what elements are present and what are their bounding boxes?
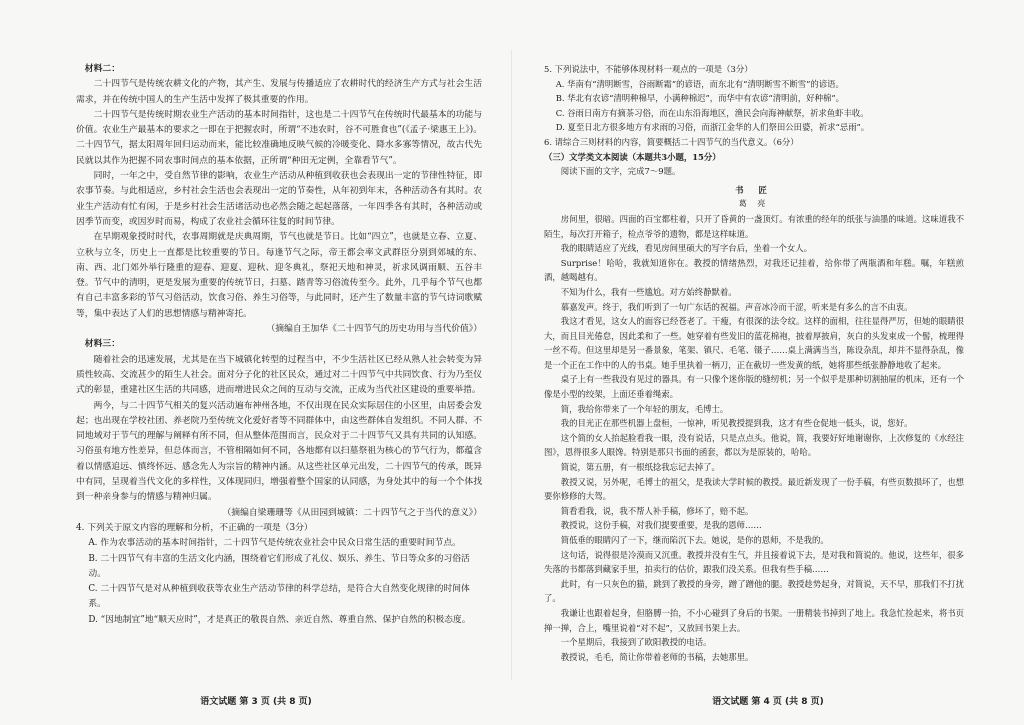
material-3-heading: 材料三： — [84, 339, 120, 350]
question-4-option-d: D. “因地制宜”地“顺天应时”，才是真正的敬畏自然、亲近自然、尊重自然、保护自然的积极态度。 — [88, 614, 471, 625]
story-paragraph: 教授说，毛毛，简让你带着老师的书稿，去她那里。 — [560, 651, 754, 662]
story-paragraph: 这个简的女人抬起脸看我一眼，没有说话，只是点点头。他说，简，我要好好地谢谢你，上次修复的《水经注图》，恩得很多人眼馋。特别是那只书面的函套，都以为是原装的，哈哈。 — [544, 432, 964, 458]
story-paragraph: 简，我给你带来了一个年轻的朋友，毛博士。 — [560, 403, 729, 414]
question-6-stem: 6. 请综合三则材料的内容，简要概括二十四节气的当代意义。（6分） — [544, 136, 799, 147]
story-paragraph: 房间里，很暗。四面的百宝都柱着，只开了昏黄的一盏顶灯。有浓重的经年的纸张与油墨的味道。这味道我不陌生，每次打开箱子，检点爷爷的遗物，都是这样味道。 — [544, 213, 964, 239]
page-footer: 语文试题 第 4 页 (共 8 页) — [712, 697, 824, 707]
section-intro: 阅读下面的文字，完成7～9题。 — [560, 166, 681, 177]
paragraph: 二十四节气是传统时期农业生产活动的基本时间指针，这也是二十四节气在传统时代最基本的功能与价值。农业生产最基本的要求之一即在于把握农时，所谓“不违农时，谷不可胜食也”(《孟子·梁惠王上》)。二十四节气，据太阳周年回归运动而来，能比较准确地反映气候的冷暖变化、降水多寡等情况，故古代先民就以其作为把握不同农事时间点的基本依据，正所谓“种田无定例，全靠看节气”。 — [76, 109, 482, 166]
question-4-option-b: B. 二十四节气有丰富的生活文化内涵，围绕着它们形成了礼仪、娱乐、养生、节日等众多的习俗活动。 — [88, 553, 470, 579]
question-5-stem: 5. 下列说法中，不能够体现材料一观点的一项是（3分） — [544, 64, 753, 74]
story-paragraph: 此时，有一只灰色的猫，跳到了教授的身旁，蹭了蹭他的腿。教授趁势起身，对简说，天不早，那我们不打扰了。 — [544, 578, 964, 604]
story-paragraph: Surprise！哈哈，我就知道你在。教授的情绪热烈，对我还记挂着，给你带了两瓶酒和年糕。嘱，年糕煎酒，越喝越有。 — [544, 257, 964, 283]
question-5-option-c: C. 谷雨日南方有摘茶习俗，而在山东沿海地区，渔民会向海神献祭，祈求鱼虾丰收。 — [555, 107, 869, 118]
story-title: 书 匠 — [735, 184, 773, 195]
story-paragraph: 我的目光正在那些机器上盘桓，一惊神，听见教授提到我，这才有些仓促地一低头，说，您好。 — [560, 418, 913, 429]
story-paragraph: 简低垂的眼睛闪了一下，继而陷沉下去。她说，是你的恩师，不是我的。 — [560, 535, 829, 545]
story-paragraph: 一个星期后，我接到了欧阳教授的电话。 — [560, 637, 712, 648]
right-content — [544, 62, 964, 664]
story-paragraph: 我这才看见，这女人的面容已经苍老了。干瘦，有很深的法令纹。这样的面相，往往显得严厉，但她的眼睛很大，而且目光倦怠，因此柔和了一些。她穿着有些发旧的蓝花棉袍，披着厚披肩，灰白的头发束成一个髻，梳理得一丝不苟。但这里却是另一番景象，笔架、镇尺、毛笔、镊子……桌上满满当当，陈设杂乱，却并不显得杂乱，像是一个正在工作中的人的书桌。她手里执着一柄刀，正在截切一些发黄的纸，她将那些纸张静静地收了起来。 — [544, 316, 964, 370]
paragraph: 在早期观象授时时代，农事周期就是庆典周期，节气也就是节日。比如“四立”，也就是立春、立夏、立秋与立冬，历史上一直都是比较重要的节日。每逢节气之际，帝王都会率文武群臣分别到郊城的东、南、西、北门郊外举行隆重的迎春、迎夏、迎秋、迎冬典礼，祭祀天地和神灵，祈求风调雨顺、五谷丰登。节气中的清明，更是发展为重要的传统节日，扫墓、踏青等习俗流传至今。此外，几乎每个节气也都有自己丰富多彩的节气习俗活动，饮食习俗、养生习俗等，与此同时，还产生了数量丰富的节气诗词歌赋等，集中表达了人们的思想情感与精神寄托。 — [76, 232, 482, 319]
story-author: 葛 亮 — [738, 199, 770, 209]
question-4-option-c: C. 二十四节气是对从种植到收获等农业生产活动节律的科学总结，是符合大自然变化规律的时间体系。 — [88, 584, 470, 610]
source-citation: （摘编自梁珊珊等《从田园到城镇：二十四节气之于当代的意义》） — [222, 507, 482, 518]
question-5-option-b: B. 华北有农谚“清明种棉早，小满种棉迟”，而华中有农谚“清明前，好种棉”。 — [555, 93, 844, 104]
story-paragraph: 桌子上有一些我没有见过的器具。有一只像个迷你版的缝纫机；另一个似乎是那种切割抽屉的机床，还有一个像是小型的绞架，上面还垂着绳索。 — [544, 374, 964, 400]
story-paragraph: 简说，第五册，有一根纸捻我忘记去掉了。 — [560, 462, 720, 473]
story-paragraph: 这句话，说得很是冷漠而又沉重。教授并没有生气，并且接着说下去，是对我和简说的。他说，这些年，很多失落的书都落到藏家手里，拍卖行的估价，跟我们没关系。但我有些手稿…… — [544, 549, 964, 575]
story-paragraph: 我的眼睛适应了光线，看见房间里硕大的写字台后，坐着一个女人。 — [560, 243, 813, 254]
page-right — [512, 0, 1024, 725]
page-footer: 语文试题 第 3 页 (共 8 页) — [200, 697, 312, 707]
paragraph: 随着社会的迅速发展，尤其是在当下城镇化转型的过程当中，不少生活社区已经从熟人社会转变为异质性较高、交流甚少的陌生人社会。面对分子化的社区民众，通过对二十四节气中共同饮食、行为乃至仪式的彰显，重建社区生活的共同感，进而增进民众之间的互动与交流，正成为当代社区建设的重要举措。 — [76, 354, 482, 396]
question-5-option-d: D. 夏至日北方很多地方有求雨的习俗，而浙江金华的人们祭田公田婆，祈求“忌雨”。 — [555, 122, 870, 133]
story-paragraph: 慕嘉发声。终于，我们听到了一句广东话的祝福。声音冰冷而干涩，听来是有多么的言不由衷。 — [560, 301, 913, 312]
question-5-option-a: A. 华南有“清明断雪，谷雨断霜”的谚语，而东北有“清明断雪不断雪”的谚语。 — [555, 78, 844, 89]
source-citation: （摘编自王加华《二十四节气的历史功用与当代价值》） — [266, 324, 482, 335]
paragraph: 二十四节气是传统农耕文化的产物，其产生、发展与传播适应了农耕时代的经济生产方式与社会生活需求，并在传统中国人的生产生活中发挥了极其重要的作用。 — [76, 79, 482, 105]
left-content — [76, 62, 482, 628]
story-paragraph: 教授说，这份手稿，对我们提要重要，是我的恩师…… — [560, 520, 762, 531]
story-paragraph: 我谦让也跟着起身，但胳膊一抬，不小心碰到了身后的书架。一册精装书掉到了地上。我急忙捡起来，将书页掸一掸，合上，嘴里说着“对不起”，又放回书架上去。 — [544, 607, 964, 633]
material-2-heading: 材料二： — [84, 64, 120, 74]
story-paragraph: 教授又说，另外呢，毛博士的祖父，是我读大学时候的教授。最近新发现了一份手稿，有些页数损坏了，也想要你修修的大驾。 — [544, 476, 964, 502]
section-heading: （三）文学类文本阅读（本题共3小题，15分） — [544, 151, 721, 162]
story-paragraph: 不知为什么，我有一些尴尬。对方始终静默着。 — [560, 286, 737, 297]
story-paragraph: 简看看我，说，我不帮人补手稿，修坏了，赔不起。 — [560, 505, 754, 516]
paragraph: 同时，一年之中，受自然节律的影响，农业生产活动从种植到收获也会表现出一定的节律性特征，即农事节奏。与此相适应，乡村社会生活也会表现出一定的节奏性，从年初到年末，各种活动各有其时。农业生产活动有忙有闲，于是乡村社会生活诸活动也必然会随之起起落落，一年四季各有其时，各种活动或因季节而变，或因岁时而易，构成了农业社会循环往复的时间节律。 — [76, 171, 482, 227]
question-4-option-a: A. 作为农事活动的基本时间指针，二十四节气是传统农业社会中民众日常生活的重要时间节点。 — [88, 538, 461, 549]
question-4-stem: 4. 下列关于原文内容的理解和分析，不正确的一项是（3分） — [76, 522, 313, 533]
paragraph: 两今，与二十四节气相关的复兴活动遍布神州各地，不仅出现在民众实际居住的小区里，由居委会发起；也出现在学校社团、养老院乃至传统文化爱好者等不同群体中，由这些群体自发组织。不同人群、不同地域对于节气的理解与阐释有所不同，但从整体范围而言，民众对于二十四节气又具有共同的认知感。习俗虽有地方性差异，但总体而言，不管相隔如何不同，各地都有以扫墓祭祖为核心的节气行为，都蕴含着以情感追远、慎终怀远、感念先人为宗旨的精神内涵。从这些社区单元出发，二十四节气的传承，既异中有同，呈现着当代文化的多样性，又体现同归，增强着整个国家的认同感，为身处其中的每一个个体找到一种亲身参与的情感与精神归属。 — [76, 400, 482, 503]
